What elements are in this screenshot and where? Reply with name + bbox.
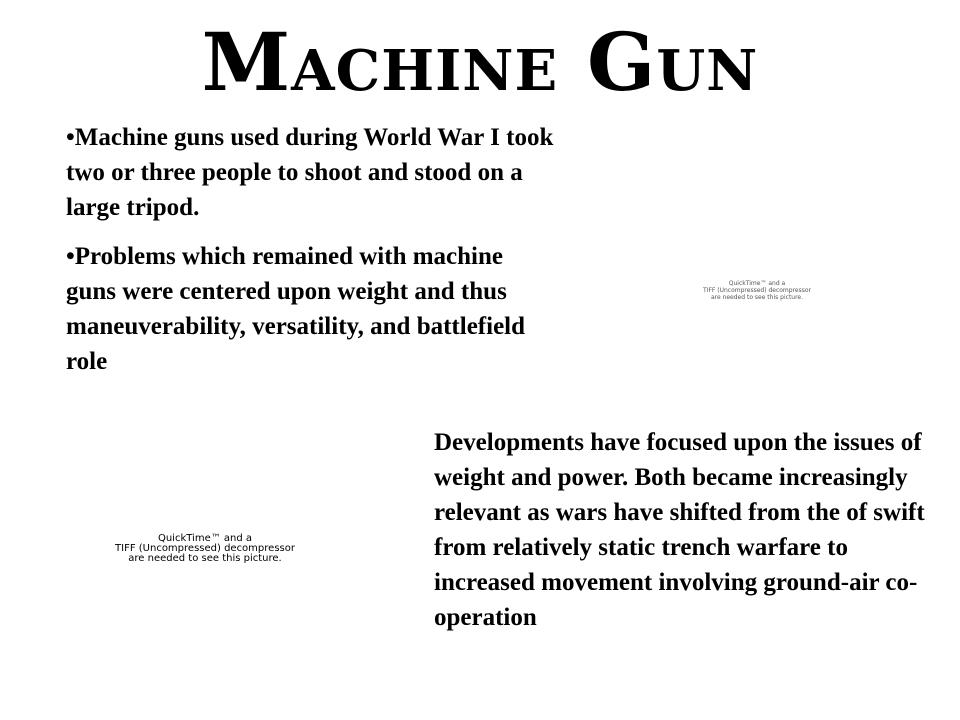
bullet-text-1: Machine guns used during World War I took two or three people to shoot and stood on a large tripod. bbox=[66, 124, 554, 221]
placeholder-line-3: are needed to see this picture. bbox=[710, 294, 804, 301]
bullet-marker: • bbox=[66, 124, 75, 151]
slide-title: Machine Gun bbox=[201, 15, 759, 109]
placeholder-line-2: TIFF (Uncompressed) decompressor bbox=[703, 287, 811, 294]
placeholder-line-1: QuickTime™ and a bbox=[728, 280, 786, 287]
bullet-item-1 bbox=[66, 120, 556, 225]
bullet-text-2: Problems which remained with machine guns were centered upon weight and thus maneuverability, versatility, and battlefield role bbox=[66, 243, 526, 375]
bullet-list bbox=[66, 120, 556, 393]
image-placeholder-top-right bbox=[672, 280, 842, 301]
placeholder-line-3: are needed to see this picture. bbox=[128, 553, 282, 564]
bullet-marker: • bbox=[66, 243, 75, 270]
placeholder-line-1: QuickTime™ and a bbox=[157, 533, 253, 544]
placeholder-line-2: TIFF (Uncompressed) decompressor bbox=[115, 543, 295, 554]
bullet-item-2 bbox=[66, 239, 556, 379]
image-placeholder-bottom-left bbox=[100, 534, 310, 564]
developments-paragraph: Developments have focused upon the issues of weight and power. Both became increasingly relevant as wars have shifted from the of swift from relatively static trench warfare to increased movement involving ground-air co-operation bbox=[434, 429, 925, 631]
